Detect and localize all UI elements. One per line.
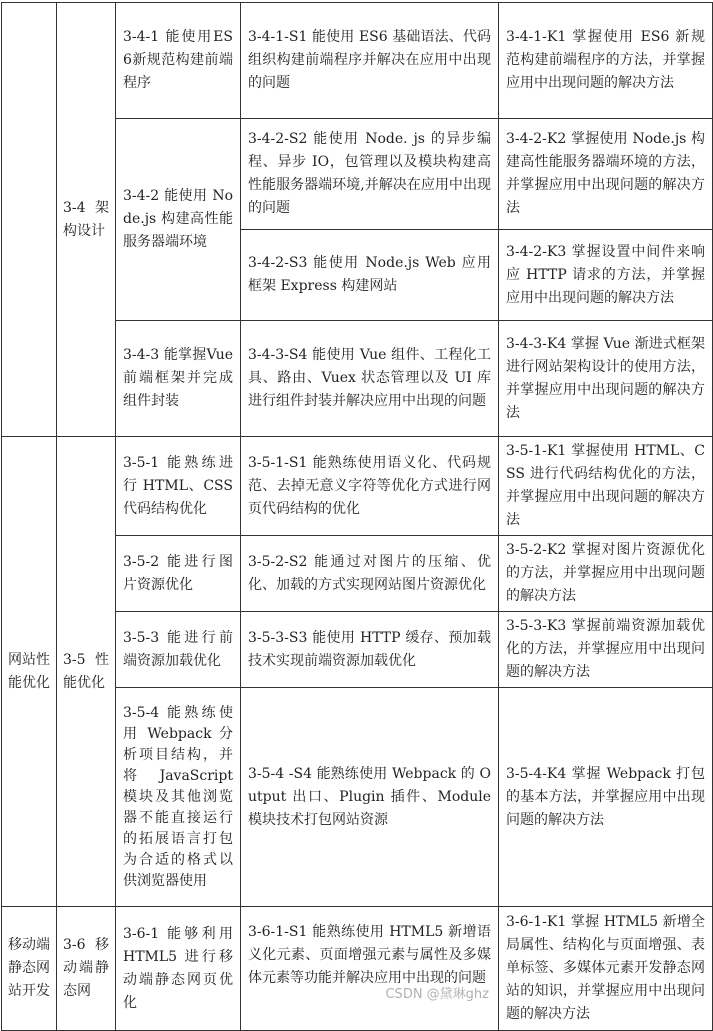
unit-cell: 3-4 架构设计 (57, 3, 116, 437)
skill-cell: 3-5-4 -S4 能熟练使用 Webpack 的 Output 出口、Plugin 插件、Module 模块技术打包网站资源 (241, 688, 499, 907)
knowledge-cell: 3-4-2-K3 掌握设置中间件来响应 HTTP 请求的方法，并掌握应用中出现问题的解决方法 (499, 230, 713, 321)
watermark: CSDN @黛琳ghz (385, 987, 489, 1002)
knowledge-cell: 3-5-2-K2 掌握对图片资源优化的方法，并掌握应用中出现问题的解决方法 (499, 536, 713, 612)
knowledge-cell: 3-4-2-K2 掌握使用 Node.js 构建高性能服务器端环境的方法，并掌握应用中出现问题的解决方法 (499, 119, 713, 230)
skill-cell: 3-6-1-S1 能熟练使用 HTML5 新增语义化元素、页面增强元素与属性及多媒体元素等功能并解决应用中出现的问题 (241, 907, 499, 1031)
skill-cell: 3-4-2-S3 能使用 Node.js Web 应用框架 Express 构建网站 (241, 230, 499, 321)
skill-cell: 3-4-3-S4 能使用 Vue 组件、工程化工具、路由、Vuex 状态管理以及 UI 库进行组件封装并解决应用中出现的问题 (241, 321, 499, 437)
work-cell: 3-5-4 能熟练使用 Webpack 分析项目结构，并将 JavaScript 模块及其他浏览器不能直接运行的拓展语言打包为合适的格式以供浏览器使用 (116, 688, 241, 907)
table-row (2, 907, 713, 1031)
work-cell: 3-5-1 能熟练进行 HTML、CSS 代码结构优化 (116, 437, 241, 536)
skill-cell: 3-4-1-S1 能使用 ES6 基础语法、代码组织构建前端程序并解决在应用中出现的问题 (241, 3, 499, 119)
area-cell (2, 3, 57, 437)
area-cell: 网站性能优化 (2, 437, 57, 907)
knowledge-cell: 3-4-1-K1 掌握使用 ES6 新规范构建前端程序的方法，并掌握应用中出现问题的解决方法 (499, 3, 713, 119)
work-cell: 3-5-2 能进行图片资源优化 (116, 536, 241, 612)
work-cell: 3-6-1 能够利用 HTML5 进行移动端静态网页优化 (116, 907, 241, 1031)
knowledge-cell: 3-5-3-K3 掌握前端资源加载优化的方法，并掌握应用中出现问题的解决方法 (499, 612, 713, 688)
area-cell: 移动端静态网站开发 (2, 907, 57, 1031)
work-cell: 3-5-3 能进行前端资源加载优化 (116, 612, 241, 688)
knowledge-cell: 3-5-1-K1 掌握使用 HTML、CSS 进行代码结构优化的方法，并掌握应用中出现问题的解决方法 (499, 437, 713, 536)
skill-cell: 3-4-2-S2 能使用 Node. js 的异步编程、异步 IO，包管理以及模块构建高性能服务器端环境,并解决在应用中出现的问题 (241, 119, 499, 230)
work-cell: 3-4-1 能使用ES6新规范构建前端程序 (116, 3, 241, 119)
skill-cell: 3-5-3-S3 能使用 HTTP 缓存、预加载技术实现前端资源加载优化 (241, 612, 499, 688)
unit-cell: 3-6 移动端静态网 (57, 907, 116, 1031)
table-row (2, 3, 713, 119)
table-row (2, 437, 713, 536)
knowledge-cell: 3-4-3-K4 掌握 Vue 渐进式框架进行网站架构设计的使用方法，并掌握应用中出现问题的解决方法 (499, 321, 713, 437)
work-cell: 3-4-3 能掌握Vue 前端框架并完成组件封装 (116, 321, 241, 437)
unit-cell: 3-5 性能优化 (57, 437, 116, 907)
work-cell: 3-4-2 能使用 Node.js 构建高性能服务器端环境 (116, 119, 241, 321)
skill-cell: 3-5-2-S2 能通过对图片的压缩、优化、加载的方式实现网站图片资源优化 (241, 536, 499, 612)
skill-cell: 3-5-1-S1 能熟练使用语义化、代码规范、去掉无意义字符等优化方式进行网页代码结构的优化 (241, 437, 499, 536)
curriculum-table (1, 2, 713, 1031)
knowledge-cell: 3-5-4-K4 掌握 Webpack 打包的基本方法，并掌握应用中出现问题的解决方法 (499, 688, 713, 907)
knowledge-cell: 3-6-1-K1 掌握 HTML5 新增全局属性、结构化与页面增强、表单标签、多媒体元素开发静态网站的知识，并掌握应用中出现问题的解决方法 (499, 907, 713, 1031)
